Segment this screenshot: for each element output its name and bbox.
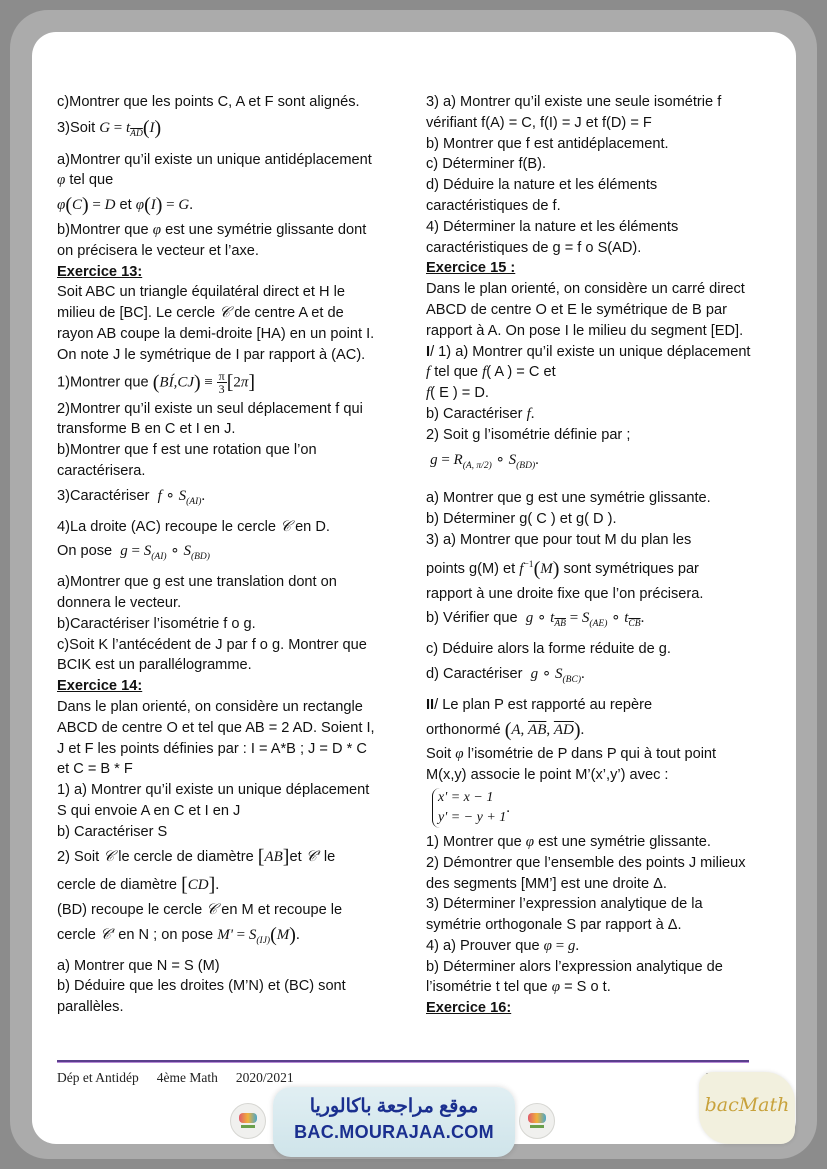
question-text: 1) a) Montrer qu’il existe un unique déplacement S qui envoie A en C et I en J (57, 782, 370, 819)
question-text: a) Montrer que g est une symétrie glissante. (426, 490, 711, 507)
exercise-13-title: Exercice 13: (57, 263, 143, 280)
question-text: c)Montrer que les points C, A et F sont alignés. (57, 94, 360, 110)
math-system: x' = x − 1 y' = − y + 1. (426, 786, 756, 832)
question-text: 2)Montrer qu’il existe un seul déplacement f qui transforme B en C et I en J. (57, 400, 363, 438)
question-text: b) Déterminer g( C ) et g( D ). (426, 511, 617, 528)
site-banner[interactable] (273, 1087, 515, 1157)
question-text: (BD) recoupe le cercle 𝒞 en M et recoupe le (57, 902, 343, 919)
question-text: c)Soit K l’antécédent de J par f o g. Montrer que BCIK est un parallélogramme. (57, 636, 367, 674)
footer-level: 4ème Math (156, 1070, 218, 1085)
question-text: b)Caractériser l’isométrie f o g. (57, 615, 256, 632)
footer-course: Dép et Antidép (57, 1070, 139, 1085)
question-text: Soit φ l’isométrie de P dans P qui à tout point M(x,y) associe le point M’(x’,y’) avec : (426, 746, 717, 784)
right-column (426, 92, 756, 1019)
math-line: cercle 𝒞' en N ; on pose $M' = S_{(IJ)}(M)$. (57, 923, 300, 946)
question-text: I/ 1) a) Montrer qu’il existe un unique déplacement f tel que f( A ) = C et (426, 343, 751, 381)
exercise-text: Dans le plan orienté, on considère un carré direct ABCD de centre O et E le symétrique de B par rapport à A. On pose I le milieu du segment [ED]. (426, 281, 745, 339)
site-logo-icon (519, 1103, 555, 1139)
bacmath-tag (699, 1072, 795, 1144)
question-text: 4) a) Prouver que φ = g. (426, 937, 580, 954)
question-text: b) Caractériser S (57, 823, 168, 840)
footer (57, 1070, 312, 1086)
question-text: d) Déduire la nature et les éléments caractéristiques de f. (426, 177, 658, 214)
question-text: b) Déduire que les droites (M’N) et (BC) sont parallèles. (57, 978, 346, 1016)
question-text: 4) Déterminer la nature et les éléments caractéristiques de g = f o S(AD). (426, 218, 679, 256)
math-line: $g = R_{(A, \pi/2)}$ ∘ $S_{(BD)}$. (430, 451, 539, 471)
question-text: 3)Soit $G = t_{\overline{AD}}(I)$ (57, 116, 162, 139)
question-text: rapport à une droite fixe que l’on précisera. (426, 585, 704, 602)
math-line: orthonormé (A, $\overline{AB}$, $\overline{AD}$). (426, 718, 585, 741)
question-text: a)Montrer qu’il existe un unique antidéplacement φ tel que (57, 151, 372, 189)
question-text: 3) Déterminer l’expression analytique de la symétrie orthogonale S par rapport à Δ. (426, 896, 703, 934)
question-text: c) Déterminer f(B). (426, 156, 547, 173)
question-text: 2) Soit g l’isométrie définie par ; (426, 426, 631, 443)
question-text: 3) a) Montrer qu’il existe une seule isométrie f vérifiant f(A) = C, f(I) = J et f(D) = F (426, 94, 722, 131)
math-line: φ(C) = D et φ(I) = G. (57, 194, 193, 217)
exercise-text: Dans le plan orienté, on considère un rectangle ABCD de centre O et tel que AB = 2 AD. Soient I, J et F les points définies par : I = A*B ; J = D * C et C = B * F (57, 698, 375, 778)
question-text: b) Caractériser f. (426, 405, 535, 422)
math-line: 1)Montrer que (BÍ,CJ) ≡ $\frac{\pi}{3}$ [2π] (57, 368, 256, 396)
exercise-16-title: Exercice 16: (426, 1000, 512, 1017)
question-text: 1) Montrer que φ est une symétrie glissante. (426, 833, 711, 850)
question-text: b)Montrer que φ est une symétrie glissante dont on précisera le vecteur et l’axe. (57, 221, 367, 259)
footer-year: 2020/2021 (235, 1070, 294, 1085)
left-column (57, 92, 377, 1018)
math-line: points g(M) et $f^{-1}(M)$ sont symétriques par (426, 557, 699, 580)
site-logo-icon (230, 1103, 266, 1139)
banner-arabic-text: موقع مراجعة باكالوريا (309, 1096, 479, 1117)
question-text: 4)La droite (AC) recoupe le cercle 𝒞 en D. (57, 518, 330, 535)
bacmath-logo: bacMath (704, 1094, 790, 1116)
banner-url[interactable]: BAC.MOURAJAA.COM (294, 1122, 494, 1142)
question-text: 2) Démontrer que l’ensemble des points J milieux des segments [MM’] est une droite Δ. (426, 854, 746, 892)
question-text: b)Montrer que f est une rotation que l’on caractérisera. (57, 442, 317, 479)
question-text: b) Montrer que f est antidéplacement. (426, 135, 669, 152)
math-line: On pose $g = S_{(AI)}$ ∘ $S_{(BD)}$ (57, 543, 210, 563)
question-text: II/ Le plan P est rapporté au repère (426, 696, 653, 713)
question-text: f( E ) = D. (426, 385, 489, 402)
question-text: a)Montrer que g est une translation dont on donnera le vecteur. (57, 574, 337, 611)
math-line: 2) Soit 𝒞 le cercle de diamètre [AB]et 𝒞' le (57, 845, 336, 868)
exercise-text: Soit ABC un triangle équilatéral direct et H le milieu de [BC]. Le cercle 𝒞 de centre A et de rayon AB coupe la demi-droite [HA) en un point I. On note J le symétrique de I par rapport à (AC). (57, 284, 375, 363)
math-line: b) Vérifier que g ∘ $t_{\overline{AB}} = S_{(AE)}$ ∘ $t_{\overline{CB}}$. (426, 610, 645, 630)
math-line: 3)Caractériser f ∘ $S_{(AI)}$. (57, 487, 206, 507)
math-line: cercle de diamètre [CD]. (57, 874, 220, 897)
math-line: d) Caractériser g ∘ $S_{(BC)}$. (426, 665, 585, 685)
footer-rule (57, 1060, 749, 1063)
exercise-14-title: Exercice 14: (57, 678, 143, 695)
question-text: 3) a) Montrer que pour tout M du plan les (426, 531, 692, 548)
exercise-15-title: Exercice 15 : (426, 260, 516, 277)
question-text: c) Déduire alors la forme réduite de g. (426, 641, 671, 658)
question-text: a) Montrer que N = S (M) (57, 957, 220, 974)
question-text: b) Déterminer alors l’expression analytique de l’isométrie t tel que φ = S o t. (426, 958, 723, 996)
